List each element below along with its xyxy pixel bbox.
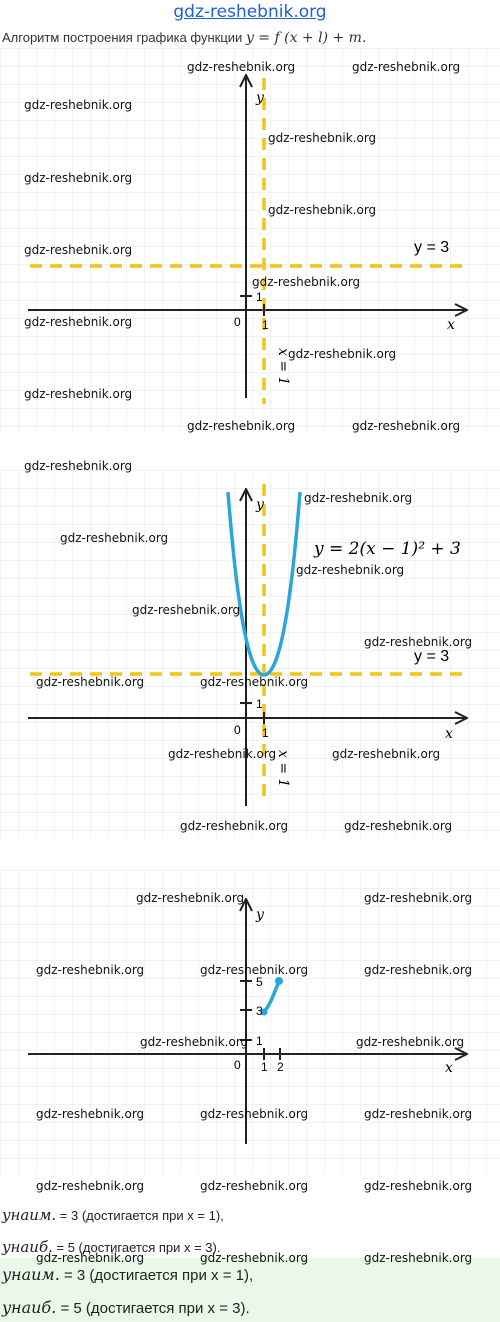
y-tick-label-1: 1 [256, 1034, 263, 1048]
watermark: gdz-reshebnik.org [268, 131, 377, 145]
watermark: gdz-reshebnik.org [364, 963, 473, 977]
y-tick-label-1: 1 [256, 290, 263, 304]
result-min-text: = 3 (достигается при x = 1), [56, 1208, 224, 1223]
watermark: gdz-reshebnik.org [36, 1179, 145, 1193]
intro-label: Алгоритм построения графика функции [2, 30, 243, 45]
figure-3-svg [0, 870, 500, 1175]
watermark: gdz-reshebnik.org [296, 563, 405, 577]
origin-label: 0 [234, 723, 241, 737]
intro-text [2, 30, 366, 46]
result-min [2, 1206, 224, 1224]
y-tick-label-5: 5 [256, 975, 263, 989]
label-y-eq-3: y = 3 [414, 648, 450, 665]
watermark: gdz-reshebnik.org [187, 60, 296, 74]
watermark: gdz-reshebnik.org [132, 603, 241, 617]
watermark: gdz-reshebnik.org [36, 675, 145, 689]
x-axis-label: x [445, 726, 453, 742]
site-link[interactable]: gdz-reshebnik.org [173, 2, 327, 22]
watermark: gdz-reshebnik.org [24, 171, 133, 185]
watermark: gdz-reshebnik.org [364, 1251, 473, 1265]
result-max-text: = 5 (достигается при x = 3). [56, 1300, 250, 1317]
watermark: gdz-reshebnik.org [364, 635, 473, 649]
result-min-text: = 3 (достигается при x = 1), [59, 1267, 254, 1284]
watermark: gdz-reshebnik.org [24, 387, 133, 401]
curve-formula-label: y = 2(x − 1)² + 3 [314, 539, 461, 559]
watermark: gdz-reshebnik.org [268, 203, 377, 217]
watermark: gdz-reshebnik.org [140, 1035, 249, 1049]
figure-2 [0, 470, 500, 838]
result-max-highlighted [2, 1298, 250, 1317]
y-tick-label-1: 1 [256, 697, 263, 711]
x-axis-label: x [445, 1060, 453, 1076]
watermark: gdz-reshebnik.org [36, 1251, 145, 1265]
y-axis-label: y [256, 907, 264, 923]
label-y-eq-3: y = 3 [414, 239, 450, 256]
x-tick-label-1: 1 [262, 318, 269, 332]
grid [0, 870, 500, 1175]
curve-end-point [275, 977, 283, 985]
result-max-var: yнаиб. [2, 1298, 57, 1317]
watermark: gdz-reshebnik.org [24, 315, 133, 329]
x-tick-label-2: 2 [277, 1060, 284, 1074]
label-x-eq-1: x = 1 [275, 750, 291, 788]
y-axis-label: y [256, 90, 264, 106]
y-axis-label: y [256, 497, 264, 513]
figure-3 [0, 870, 500, 1175]
watermark: gdz-reshebnik.org [24, 243, 133, 257]
watermark: gdz-reshebnik.org [136, 891, 245, 905]
watermark: gdz-reshebnik.org [344, 819, 453, 833]
watermark: gdz-reshebnik.org [364, 1107, 473, 1121]
watermark: gdz-reshebnik.org [364, 1179, 473, 1193]
watermark: gdz-reshebnik.org [24, 459, 133, 473]
watermark: gdz-reshebnik.org [356, 1035, 465, 1049]
figure-2-svg [0, 470, 500, 838]
watermark: gdz-reshebnik.org [60, 531, 169, 545]
watermark: gdz-reshebnik.org [24, 98, 133, 112]
watermark: gdz-reshebnik.org [168, 747, 277, 761]
watermark: gdz-reshebnik.org [288, 347, 397, 361]
watermark: gdz-reshebnik.org [200, 1107, 309, 1121]
origin-label: 0 [234, 315, 241, 329]
watermark: gdz-reshebnik.org [364, 891, 473, 905]
watermark: gdz-reshebnik.org [200, 1179, 309, 1193]
watermark: gdz-reshebnik.org [304, 491, 413, 505]
result-min-var: yнаим. [2, 1206, 57, 1224]
x-tick-label-1: 1 [261, 1060, 268, 1074]
watermark: gdz-reshebnik.org [352, 419, 461, 433]
origin-label: 0 [234, 1058, 241, 1072]
result-max-text: = 5 (достигается при x = 3). [52, 1240, 221, 1255]
x-axis-label: x [447, 317, 455, 333]
label-x-eq-1: x = 1 [275, 348, 291, 386]
watermark: gdz-reshebnik.org [332, 747, 441, 761]
watermark: gdz-reshebnik.org [200, 675, 309, 689]
watermark: gdz-reshebnik.org [36, 1107, 145, 1121]
watermark: gdz-reshebnik.org [36, 963, 145, 977]
watermark: gdz-reshebnik.org [200, 1251, 309, 1265]
watermark: gdz-reshebnik.org [352, 60, 461, 74]
y-tick-label-3: 3 [256, 1004, 263, 1018]
watermark: gdz-reshebnik.org [200, 963, 309, 977]
watermark: gdz-reshebnik.org [180, 819, 289, 833]
x-tick-label-1: 1 [262, 726, 269, 740]
watermark: gdz-reshebnik.org [187, 419, 296, 433]
result-min-highlighted [2, 1265, 253, 1284]
intro-formula: y = f (x + l) + m. [245, 30, 367, 46]
result-max-var: yнаиб. [2, 1238, 53, 1256]
watermark: gdz-reshebnik.org [252, 275, 361, 289]
result-min-var: yнаим. [2, 1265, 60, 1284]
